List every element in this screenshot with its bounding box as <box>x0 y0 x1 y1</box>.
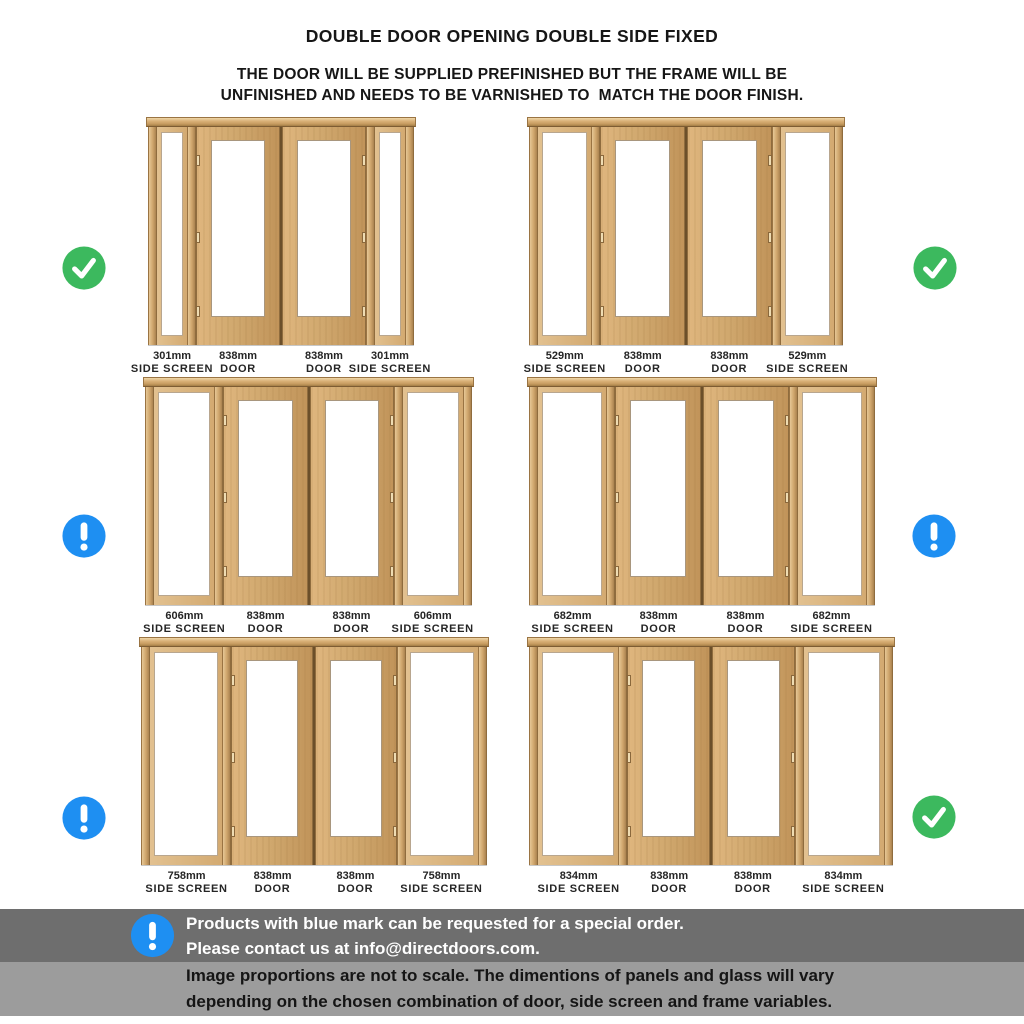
frame-mullion <box>222 647 231 865</box>
panel-type-label: DOOR <box>640 623 677 635</box>
panel-type-label: SIDE SCREEN <box>537 883 620 895</box>
dimension-label <box>315 870 396 898</box>
panel-type-label: DOOR <box>254 883 291 895</box>
page-title: DOUBLE DOOR OPENING DOUBLE SIDE FIXED <box>305 26 719 46</box>
dimension-labels <box>529 610 875 638</box>
dimension-labels <box>141 870 487 898</box>
door-glass <box>330 660 382 837</box>
dimension-label <box>232 870 313 898</box>
frame-mullion <box>772 127 781 345</box>
side-screen-glass <box>158 392 210 596</box>
door-diagram <box>529 377 875 638</box>
check-circle-icon <box>62 246 107 291</box>
side-screen-panel <box>804 647 884 865</box>
frame-mullion <box>394 387 403 605</box>
side-screen-panel <box>150 647 222 865</box>
side-screen-glass <box>542 392 602 596</box>
hinge-icon <box>615 492 619 503</box>
side-screen-panel <box>154 387 214 605</box>
side-screen-glass <box>379 132 401 336</box>
panel-type-label: SIDE SCREEN <box>348 363 432 375</box>
panel-width-label: 838mm <box>336 870 375 882</box>
frame-mullion <box>187 127 196 345</box>
dimension-label <box>400 870 483 898</box>
hinge-icon <box>231 752 235 763</box>
hinge-icon <box>393 675 397 686</box>
frame-jamb <box>834 127 843 345</box>
panel-type-label: DOOR <box>734 883 771 895</box>
exclamation-circle-icon <box>912 514 957 559</box>
panel-width-label: 838mm <box>623 350 662 362</box>
dimension-label <box>803 870 884 898</box>
frame-jamb <box>529 647 538 865</box>
hinge-icon <box>600 232 604 243</box>
panel-type-label: DOOR <box>247 623 284 635</box>
dimension-label <box>531 610 614 638</box>
door-diagram <box>523 117 849 378</box>
door-glass <box>297 140 351 317</box>
frame-jamb <box>884 647 893 865</box>
hinge-icon <box>791 752 795 763</box>
door-glass <box>615 140 670 317</box>
hinge-icon <box>600 155 604 166</box>
side-screen-glass <box>542 652 614 856</box>
panel-type-label: DOOR <box>306 363 342 375</box>
hinge-icon <box>393 752 397 763</box>
frame-jamb <box>145 387 154 605</box>
panel-type-label: DOOR <box>220 363 256 375</box>
dimension-labels <box>529 870 893 898</box>
panel-width-label: 838mm <box>253 870 292 882</box>
side-screen-glass <box>785 132 830 336</box>
panel-type-label: DOOR <box>624 363 661 375</box>
dimension-label <box>143 610 226 638</box>
panel-width-label: 838mm <box>726 610 765 622</box>
panel-type-label: SIDE SCREEN <box>143 623 226 635</box>
side-screen-panel <box>538 647 618 865</box>
disclaimer-bar <box>0 962 1024 1016</box>
panel-width-label: 529mm <box>788 350 827 362</box>
frame-head-beam <box>139 637 489 647</box>
page-subtitle-line2: UNFINISHED AND NEEDS TO BE VARNISHED TO MATCH THE DOOR FINISH. <box>220 87 804 104</box>
door-panel <box>703 387 789 605</box>
panel-width-label: 529mm <box>545 350 584 362</box>
panel-type-label: SIDE SCREEN <box>766 363 849 375</box>
panel-width-label: 834mm <box>559 870 598 882</box>
panel-type-label: DOOR <box>711 363 748 375</box>
panel-width-label: 758mm <box>422 870 461 882</box>
side-screen-glass <box>161 132 183 336</box>
hinge-icon <box>390 492 394 503</box>
panel-type-label: DOOR <box>333 623 370 635</box>
panel-width-label: 838mm <box>332 610 371 622</box>
door-glass <box>642 660 695 837</box>
door-panel <box>231 647 313 865</box>
door-glass <box>325 400 380 577</box>
check-circle-icon <box>913 246 958 291</box>
panel-type-label: SIDE SCREEN <box>523 363 606 375</box>
disclaimer-line2: depending on the chosen combination of door, side screen and frame variables. <box>186 992 833 1011</box>
frame-jamb <box>405 127 414 345</box>
dimension-label <box>391 610 474 638</box>
hinge-icon <box>223 415 227 426</box>
panel-width-label: 301mm <box>370 350 409 362</box>
door-panel <box>615 387 701 605</box>
panel-width-label: 682mm <box>553 610 592 622</box>
frame-head-beam <box>143 377 474 387</box>
side-screen-panel <box>157 127 187 345</box>
frame-mullion <box>214 387 223 605</box>
panel-type-label: SIDE SCREEN <box>391 623 474 635</box>
door-panel <box>282 127 366 345</box>
door-glass <box>211 140 265 317</box>
dimension-label <box>712 870 794 898</box>
hinge-icon <box>393 826 397 837</box>
dimension-labels <box>130 350 432 378</box>
panel-type-label: SIDE SCREEN <box>145 883 228 895</box>
panel-type-label: SIDE SCREEN <box>400 883 483 895</box>
panel-width-label: 838mm <box>710 350 749 362</box>
panel-width-label: 301mm <box>153 350 192 362</box>
door-panel <box>712 647 795 865</box>
hinge-icon <box>768 232 772 243</box>
dimension-label <box>790 610 873 638</box>
hinge-icon <box>600 306 604 317</box>
frame-jamb <box>866 387 875 605</box>
exclamation-circle-icon <box>62 514 107 559</box>
door-glass <box>630 400 686 577</box>
hinge-icon <box>791 826 795 837</box>
dimension-label <box>687 350 772 378</box>
side-screen-glass <box>154 652 218 856</box>
frame-head-beam <box>527 377 877 387</box>
door-panel <box>687 127 772 345</box>
disclaimer-line1: Image proportions are not to scale. The dimentions of panels and glass will vary <box>186 966 835 985</box>
door-panel <box>310 387 395 605</box>
panel-width-label: 834mm <box>824 870 863 882</box>
frame-mullion <box>789 387 798 605</box>
dimension-label <box>766 350 849 378</box>
frame-mullion <box>397 647 406 865</box>
hinge-icon <box>196 306 200 317</box>
frame-jamb <box>463 387 472 605</box>
hinge-icon <box>627 752 631 763</box>
dimension-label <box>538 870 619 898</box>
door-glass <box>238 400 293 577</box>
panel-type-label: SIDE SCREEN <box>790 623 873 635</box>
disclaimer-note <box>186 963 834 1015</box>
panel-width-label: 758mm <box>167 870 206 882</box>
frame-jamb <box>478 647 487 865</box>
panel-type-label: DOOR <box>651 883 688 895</box>
hinge-icon <box>362 232 366 243</box>
door-panel <box>600 127 685 345</box>
frame-mullion <box>795 647 804 865</box>
hinge-icon <box>615 415 619 426</box>
door-diagram <box>130 117 432 378</box>
hinge-icon <box>785 492 789 503</box>
hinge-icon <box>196 155 200 166</box>
side-screen-panel <box>403 387 463 605</box>
hinge-icon <box>362 306 366 317</box>
check-circle-icon <box>912 795 957 840</box>
side-screen-panel <box>406 647 478 865</box>
dimension-label <box>310 610 394 638</box>
hinge-icon <box>627 826 631 837</box>
frame-body <box>141 647 487 865</box>
frame-body <box>145 387 472 605</box>
hinge-icon <box>231 826 235 837</box>
panel-type-label: SIDE SCREEN <box>531 623 614 635</box>
side-screen-glass <box>407 392 459 596</box>
panel-width-label: 606mm <box>413 610 452 622</box>
dimension-labels <box>523 350 849 378</box>
door-glass <box>702 140 757 317</box>
side-screen-panel <box>375 127 405 345</box>
side-screen-panel <box>538 387 606 605</box>
page-subtitle-line1: THE DOOR WILL BE SUPPLIED PREFINISHED BUT THE FRAME WILL BE <box>236 66 788 83</box>
exclamation-circle-icon <box>130 913 175 958</box>
frame-mullion <box>618 647 627 865</box>
frame-body <box>529 387 875 605</box>
hinge-icon <box>223 492 227 503</box>
special-order-note <box>186 911 684 961</box>
panel-width-label: 838mm <box>219 350 258 362</box>
frame-body <box>529 127 843 345</box>
door-diagram <box>141 637 487 898</box>
door-glass <box>727 660 780 837</box>
dimension-label <box>600 350 685 378</box>
hinge-icon <box>390 415 394 426</box>
hinge-icon <box>362 155 366 166</box>
dimension-label <box>224 610 308 638</box>
hinge-icon <box>627 675 631 686</box>
frame-body <box>529 647 893 865</box>
panel-width-label: 838mm <box>639 610 678 622</box>
frame-head-beam <box>527 117 845 127</box>
frame-jamb <box>529 387 538 605</box>
panel-width-label: 682mm <box>812 610 851 622</box>
hinge-icon <box>791 675 795 686</box>
dimension-label <box>196 350 280 378</box>
side-screen-glass <box>802 392 862 596</box>
side-screen-panel <box>798 387 866 605</box>
hinge-icon <box>768 155 772 166</box>
frame-body <box>148 127 414 345</box>
frame-head-beam <box>527 637 895 647</box>
door-glass <box>246 660 298 837</box>
exclamation-circle-icon <box>62 796 107 841</box>
hinge-icon <box>768 306 772 317</box>
door-diagram <box>145 377 472 638</box>
panel-type-label: SIDE SCREEN <box>130 363 214 375</box>
dimension-label <box>616 610 701 638</box>
special-order-note-line2: Please contact us at info@directdoors.com. <box>186 939 540 958</box>
hinge-icon <box>785 566 789 577</box>
dimension-label <box>348 350 432 378</box>
side-screen-panel <box>781 127 834 345</box>
dimension-label <box>703 610 788 638</box>
dimension-label <box>628 870 710 898</box>
frame-mullion <box>366 127 375 345</box>
door-panel <box>315 647 397 865</box>
frame-jamb <box>529 127 538 345</box>
hinge-icon <box>785 415 789 426</box>
panel-width-label: 606mm <box>165 610 204 622</box>
panel-type-label: DOOR <box>337 883 374 895</box>
hinge-icon <box>390 566 394 577</box>
header <box>0 26 1024 106</box>
hinge-icon <box>231 675 235 686</box>
frame-jamb <box>141 647 150 865</box>
panel-width-label: 838mm <box>304 350 343 362</box>
hinge-icon <box>196 232 200 243</box>
side-screen-panel <box>538 127 591 345</box>
dimension-labels <box>145 610 472 638</box>
panel-width-label: 838mm <box>733 870 772 882</box>
door-panel <box>223 387 308 605</box>
special-order-note-line1: Products with blue mark can be requested for a special order. <box>186 914 684 933</box>
panel-width-label: 838mm <box>246 610 285 622</box>
frame-head-beam <box>146 117 416 127</box>
dimension-label <box>130 350 214 378</box>
frame-jamb <box>148 127 157 345</box>
hinge-icon <box>223 566 227 577</box>
panel-type-label: DOOR <box>727 623 764 635</box>
panel-type-label: SIDE SCREEN <box>802 883 885 895</box>
door-glass <box>718 400 774 577</box>
frame-mullion <box>591 127 600 345</box>
side-screen-glass <box>542 132 587 336</box>
panel-width-label: 838mm <box>650 870 689 882</box>
door-panel <box>627 647 710 865</box>
hinge-icon <box>615 566 619 577</box>
dimension-label <box>145 870 228 898</box>
frame-mullion <box>606 387 615 605</box>
side-screen-glass <box>808 652 880 856</box>
dimension-label <box>523 350 606 378</box>
special-order-note-bar <box>0 909 1024 962</box>
door-diagram <box>529 637 893 898</box>
door-panel <box>196 127 280 345</box>
side-screen-glass <box>410 652 474 856</box>
